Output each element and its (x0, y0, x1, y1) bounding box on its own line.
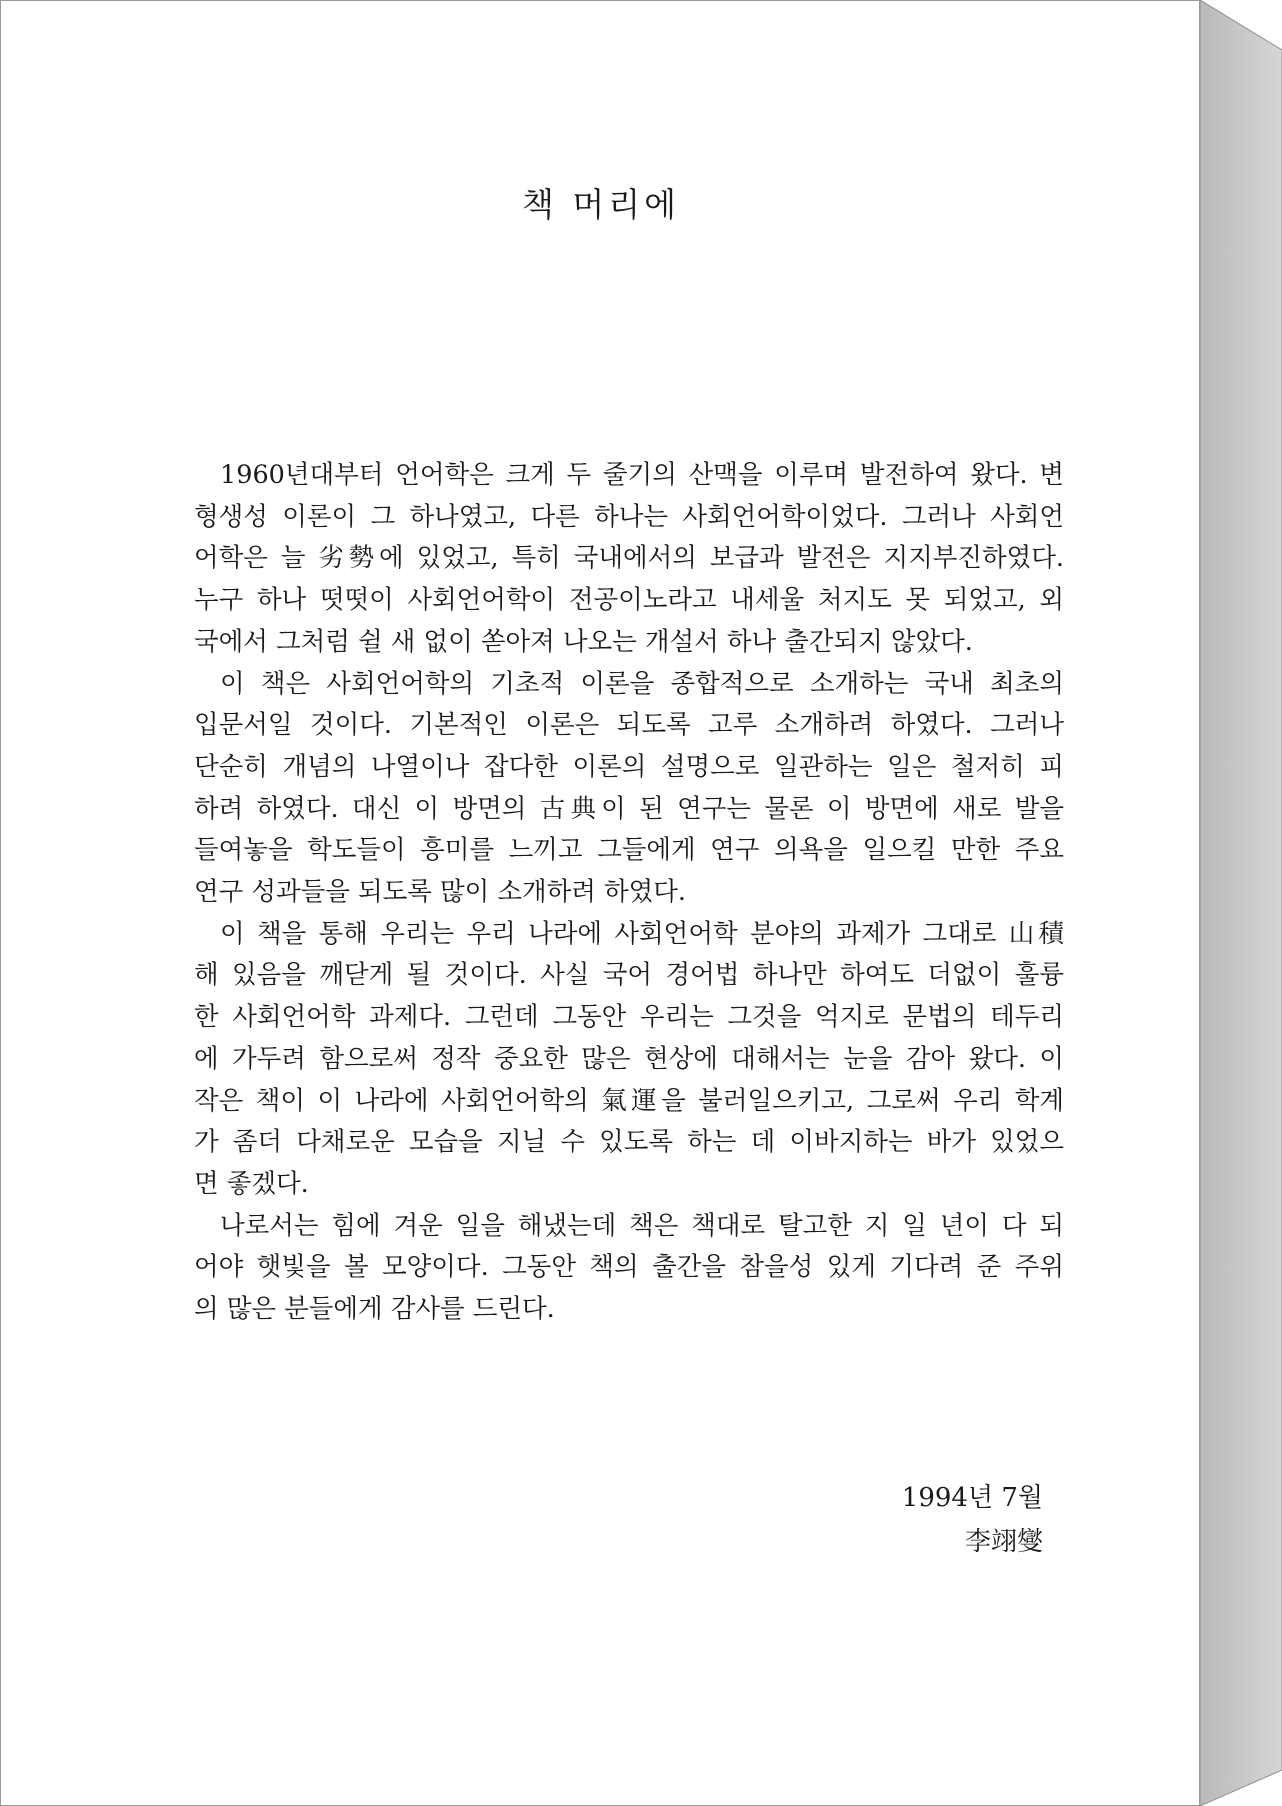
text-line: 의 많은 분들에게 감사를 드린다. (194, 1294, 555, 1325)
text-line: 한 사회언어학 과제다. 그런데 그동안 우리는 그것을 억지로 문법의 테두리 (194, 1002, 1064, 1033)
text-line: 가 좀더 다채로운 모습을 지닐 수 있도록 하는 데 이바지하는 바가 있었으 (194, 1127, 1064, 1158)
text-line: 나로서는 힘에 겨운 일을 해냈는데 책은 책대로 탈고한 지 일 년이 다 되 (220, 1210, 1064, 1241)
text-line: 연구 성과들을 되도록 많이 소개하려 하였다. (194, 877, 687, 908)
signature-author: 李翊燮 (964, 1527, 1043, 1557)
paragraph (194, 455, 1064, 664)
text-line: 해 있음을 깨닫게 될 것이다. 사실 국어 경어법 하나만 하여도 더없이 훌륭 (194, 960, 1064, 991)
text-line: 국에서 그처럼 쉴 새 없이 쏟아져 나오는 개설서 하나 출간되지 않았다. (194, 626, 973, 657)
text-line: 어학은 늘 劣勢에 있었고, 특히 국내에서의 보급과 발전은 지지부진하였다. (194, 543, 1064, 574)
text-line: 누구 하나 떳떳이 사회언어학이 전공이노라고 내세울 처지도 못 되었고, 외 (194, 585, 1064, 616)
preface-body (194, 455, 1064, 1331)
text-line: 1960년대부터 언어학은 크게 두 줄기의 산맥을 이루며 발전하여 왔다. 변 (220, 460, 1064, 490)
book-spine-edge (1200, 0, 1282, 1806)
text-line: 이 책은 사회언어학의 기초적 이론을 종합적으로 소개하는 국내 최초의 (220, 668, 1064, 699)
paragraph (194, 664, 1064, 914)
text-line: 하려 하였다. 대신 이 방면의 古典이 된 연구는 물론 이 방면에 새로 발을 (194, 793, 1064, 824)
text-line: 들여놓을 학도들이 흥미를 느끼고 그들에게 연구 의욕을 일으킬 만한 주요 (194, 835, 1064, 866)
text-line: 에 가두려 함으로써 정작 중요한 많은 현상에 대해서는 눈을 감아 왔다. 이 (194, 1043, 1064, 1074)
text-line: 단순히 개념의 나열이나 잡다한 이론의 설명으로 일관하는 일은 철저히 피 (194, 751, 1064, 782)
text-line: 형생성 이론이 그 하나였고, 다른 하나는 사회언어학이었다. 그러나 사회언 (194, 501, 1064, 532)
text-line: 이 책을 통해 우리는 우리 나라에 사회언어학 분야의 과제가 그대로 山積 (220, 918, 1064, 949)
signature-date: 1994년 7월 (901, 1483, 1043, 1513)
paragraph (194, 914, 1064, 1206)
page-title: 책 머리에 (521, 185, 680, 224)
signature-block (902, 1476, 1043, 1564)
text-line: 면 좋겠다. (194, 1168, 309, 1199)
text-line: 입문서일 것이다. 기본적인 이론은 되도록 고루 소개하려 하였다. 그러나 (194, 710, 1064, 741)
text-line: 작은 책이 이 나라에 사회언어학의 氣運을 불러일으키고, 그로써 우리 학계 (194, 1085, 1064, 1116)
paragraph (194, 1206, 1064, 1331)
text-line: 어야 햇빛을 볼 모양이다. 그동안 책의 출간을 참을성 있게 기다려 준 주위 (194, 1252, 1064, 1283)
